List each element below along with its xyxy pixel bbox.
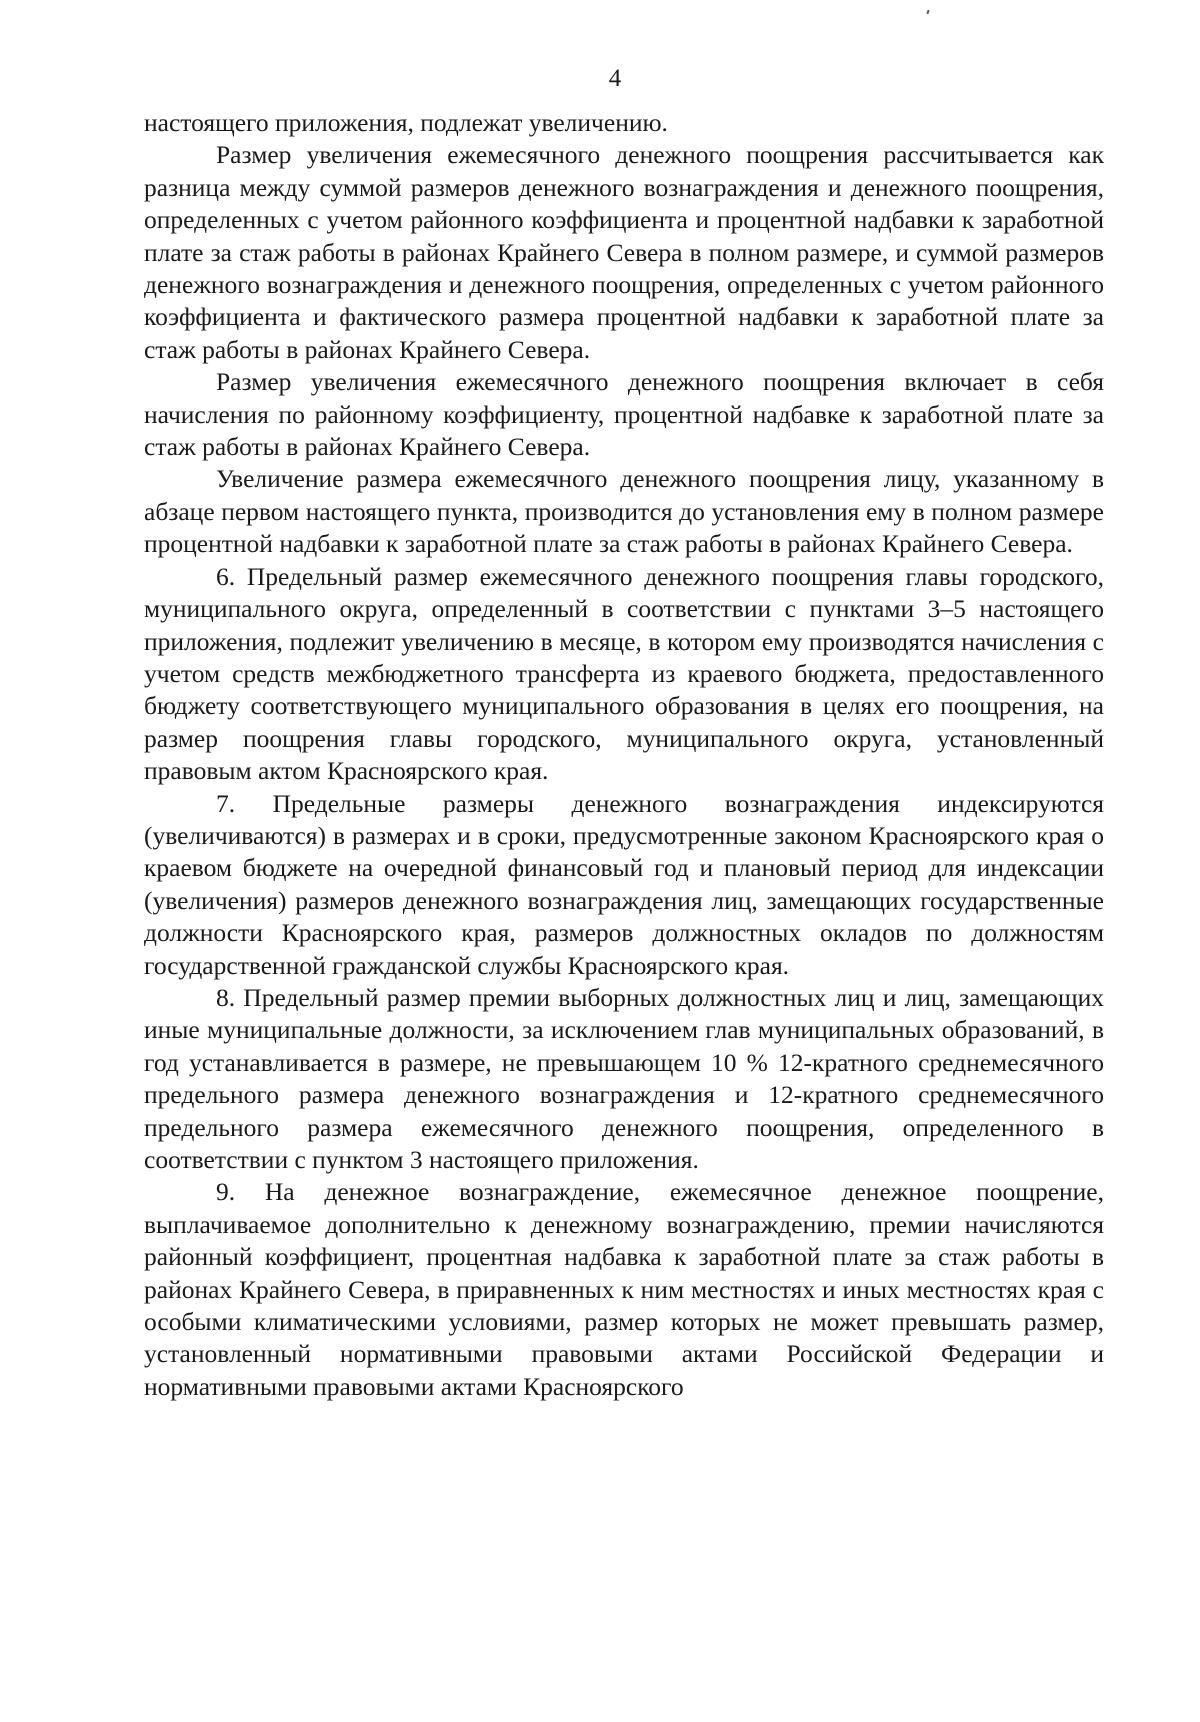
paragraph-increase-duration: Увеличение размера ежемесячного денежного поощрения лицу, указанному в абзаце первом настоящего пункта, производится до установления ему в полном размере процентной надбавки к заработной плате за стаж работы в районах Крайнего Севера. [144, 464, 1104, 559]
paragraph-continuation: настоящего приложения, подлежат увеличению. [144, 108, 668, 137]
scan-speck [926, 10, 929, 14]
document-body [144, 107, 1104, 1403]
page-number: 4 [608, 65, 622, 92]
paragraph-item-8: 8. Предельный размер премии выборных должностных лиц и лиц, замещающих иные муниципальные должности, за исключением глав муниципальных образований, в год устанавливается в размере, не превышающем 10 % 12-кратного среднемесячного предельного размера денежного вознаграждения и 12-кратного среднемесячного предельного размера ежемесячного денежного поощрения, определенного в соответствии с пунктом 3 настоящего приложения. [144, 982, 1104, 1174]
paragraph-increase-calculation: Размер увеличения ежемесячного денежного поощрения рассчитывается как разница между суммой размеров денежного вознаграждения и денежного поощрения, определенных с учетом районного коэффициента и процентной надбавки к заработной плате за стаж работы в районах Крайнего Севера в полном размере, и суммой размеров денежного вознаграждения и денежного поощрения, определенных с учетом районного коэффициента и фактического размера процентной надбавки к заработной плате за стаж работы в районах Крайнего Севера. [144, 140, 1104, 364]
paragraph-item-9: 9. На денежное вознаграждение, ежемесячное денежное поощрение, выплачиваемое дополнительно к денежному вознаграждению, премии начисляются районный коэффициент, процентная надбавка к заработной плате за стаж работы в районах Крайнего Севера, в приравненных к ним местностях и иных местностях края с особыми климатическими условиями, размер которых не может превышать размер, установленный нормативными правовыми актами Российской Федерации и нормативными правовыми актами Красноярского [144, 1177, 1104, 1401]
paragraph-item-7: 7. Предельные размеры денежного вознаграждения индексируются (увеличиваются) в размерах и в сроки, предусмотренные законом Красноярского края о краевом бюджете на очередной финансовый год и плановый период для индексации (увеличения) размеров денежного вознаграждения лиц, замещающих государственные должности Красноярского края, размеров должностных окладов по должностям государственной гражданской службы Красноярского края. [144, 788, 1104, 980]
paragraph-increase-includes: Размер увеличения ежемесячного денежного поощрения включает в себя начисления по районному коэффициенту, процентной надбавке к заработной плате за стаж работы в районах Крайнего Севера. [144, 367, 1104, 462]
paragraph-item-6: 6. Предельный размер ежемесячного денежного поощрения главы городского, муниципального округа, определенный в соответствии с пунктами 3–5 настоящего приложения, подлежит увеличению в месяце, в котором ему производятся начисления с учетом средств межбюджетного трансферта из краевого бюджета, предоставленного бюджету соответствующего муниципального образования в целях его поощрения, на размер поощрения главы городского, муниципального округа, установленный правовым актом Красноярского края. [144, 561, 1104, 786]
